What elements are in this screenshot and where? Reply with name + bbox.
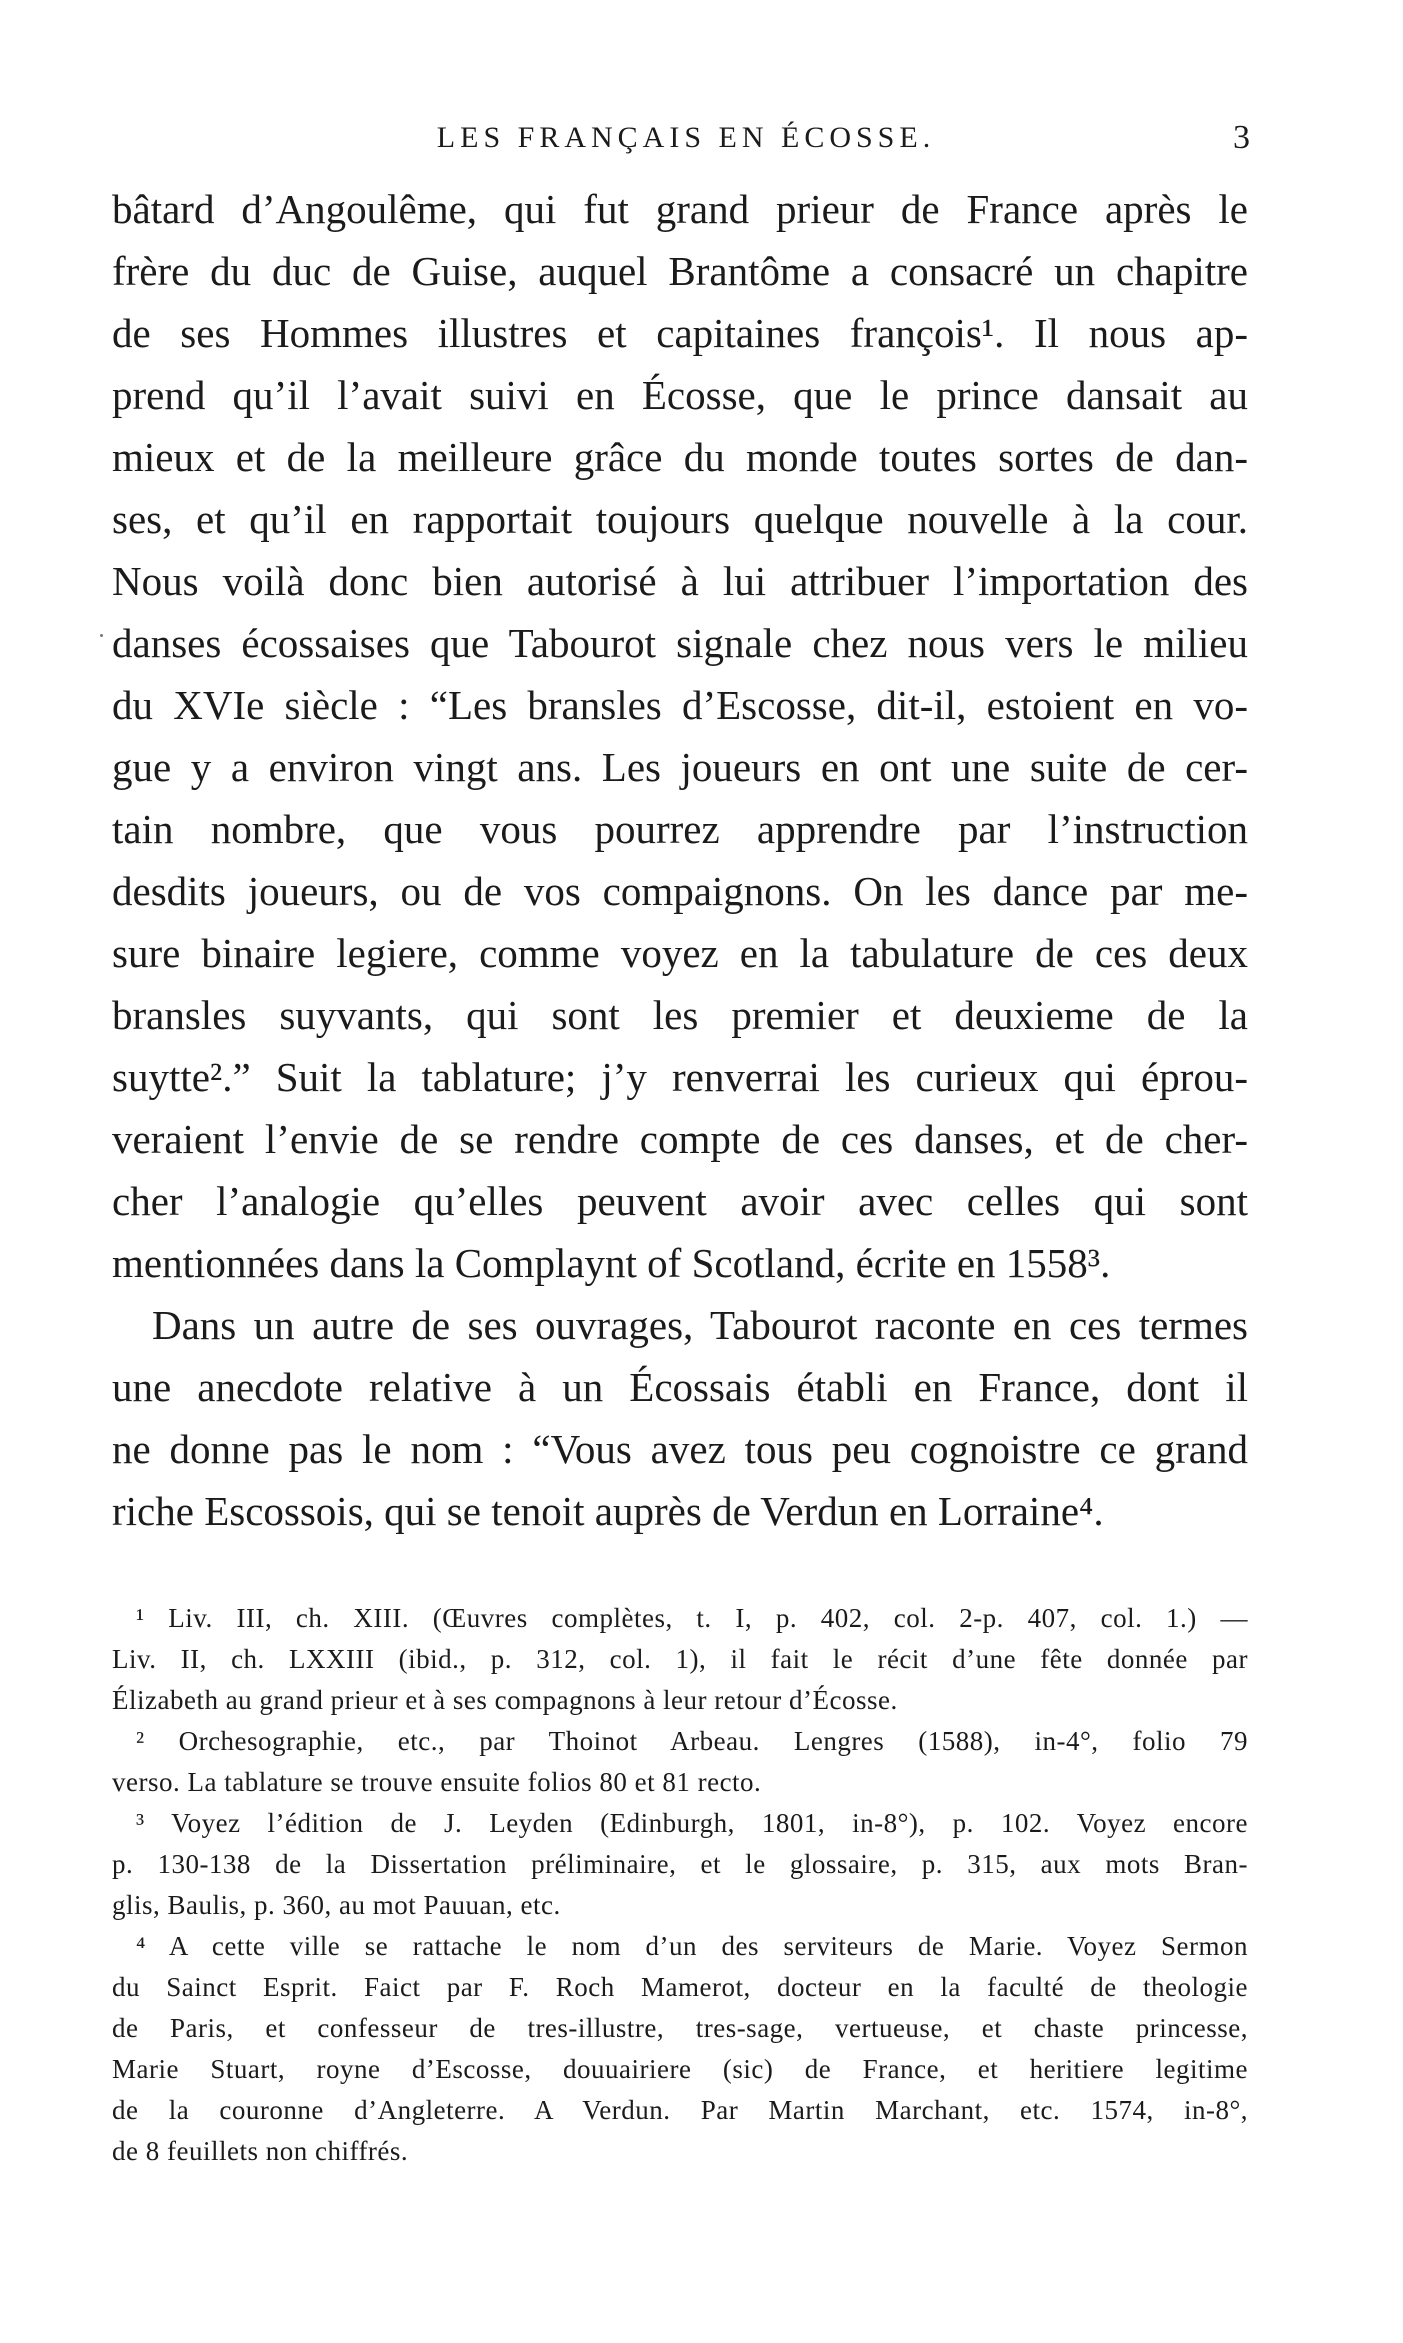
text-line: ne donne pas le nom : “Vous avez tous peu cognoistre ce grand [112, 1426, 1248, 1472]
footnotes [112, 1598, 1248, 2172]
text-line: veraient l’envie de se rendre compte de ces danses, et de cher- [112, 1116, 1248, 1162]
text-line: suytte².” Suit la tablature; j’y renverrai les curieux qui éprou- [112, 1054, 1248, 1100]
footnote-line: glis, Baulis, p. 360, au mot Pauuan, etc. [112, 1890, 561, 1920]
text-line: bransles suyvants, qui sont les premier et deuxieme de la [112, 992, 1248, 1038]
footnote-line: p. 130-138 de la Dissertation préliminaire, et le glossaire, p. 315, aux mots Bran- [112, 1849, 1248, 1879]
footnote-line: de la couronne d’Angleterre. A Verdun. Par Martin Marchant, etc. 1574, in-8°, [112, 2095, 1248, 2125]
footnote-line: ² Orchesographie, etc., par Thoinot Arbeau. Lengres (1588), in-4°, folio 79 [136, 1726, 1248, 1756]
text-line: sure binaire legiere, comme voyez en la tabulature de ces deux [112, 930, 1248, 976]
text-line: danses écossaises que Tabourot signale chez nous vers le milieu [112, 620, 1248, 666]
text-line: prend qu’il l’avait suivi en Écosse, que le prince dansait au [112, 372, 1248, 418]
main-text [112, 178, 1248, 1542]
text-line: Dans un autre de ses ouvrages, Tabourot raconte en ces termes [152, 1302, 1248, 1348]
text-line: cher l’analogie qu’elles peuvent avoir avec celles qui sont [112, 1178, 1248, 1224]
text-line: mieux et de la meilleure grâce du monde toutes sortes de dan- [112, 434, 1248, 480]
text-line: une anecdote relative à un Écossais établi en France, dont il [112, 1364, 1248, 1410]
footnote-line: Marie Stuart, royne d’Escosse, douuairiere (sic) de France, et heritiere legitime [112, 2054, 1248, 2084]
footnote-line: Liv. II, ch. LXXIII (ibid., p. 312, col. 1), il fait le récit d’une fête donnée par [112, 1644, 1248, 1674]
text-line: de ses Hommes illustres et capitaines françois¹. Il nous ap- [112, 310, 1248, 356]
running-head [112, 118, 1260, 158]
running-title: LES FRANÇAIS EN ÉCOSSE. [436, 121, 936, 154]
text-line: Nous voilà donc bien autorisé à lui attribuer l’importation des [112, 558, 1248, 604]
text-line: gue y a environ vingt ans. Les joueurs en ont une suite de cer- [112, 744, 1248, 790]
footnote-line: ¹ Liv. III, ch. XIII. (Œuvres complètes, t. I, p. 402, col. 2-p. 407, col. 1.) — [136, 1603, 1248, 1633]
footnote-line: ³ Voyez l’édition de J. Leyden (Edinburgh, 1801, in-8°), p. 102. Voyez encore [136, 1808, 1248, 1838]
text-line: du XVIe siècle : “Les bransles d’Escosse, dit-il, estoient en vo- [112, 682, 1248, 728]
text-line: frère du duc de Guise, auquel Brantôme a consacré un chapitre [112, 248, 1248, 294]
footnote-line: de 8 feuillets non chiffrés. [112, 2136, 409, 2166]
text-line: mentionnées dans la Complaynt of Scotland, écrite en 1558³. [112, 1240, 1111, 1286]
footnote-line: de Paris, et confesseur de tres-illustre, tres-sage, vertueuse, et chaste princesse, [112, 2013, 1248, 2043]
text-line: ses, et qu’il en rapportait toujours quelque nouvelle à la cour. [112, 496, 1248, 542]
text-line: riche Escossois, qui se tenoit auprès de Verdun en Lorraine⁴. [112, 1488, 1104, 1534]
footnote-line: verso. La tablature se trouve ensuite folios 80 et 81 recto. [112, 1767, 762, 1797]
text-line: desdits joueurs, ou de vos compaignons. On les dance par me- [112, 868, 1248, 914]
margin-dot [100, 634, 103, 637]
text-line: bâtard d’Angoulême, qui fut grand prieur de France après le [112, 186, 1248, 232]
footnote-line: du Sainct Esprit. Faict par F. Roch Mamerot, docteur en la faculté de theologie [112, 1972, 1248, 2002]
footnote-line: Élizabeth au grand prieur et à ses compagnons à leur retour d’Écosse. [112, 1685, 898, 1715]
text-line: tain nombre, que vous pourrez apprendre par l’instruction [112, 806, 1248, 852]
footnote-line: ⁴ A cette ville se rattache le nom d’un des serviteurs de Marie. Voyez Sermon [136, 1931, 1248, 1961]
page-number: 3 [1233, 119, 1250, 156]
